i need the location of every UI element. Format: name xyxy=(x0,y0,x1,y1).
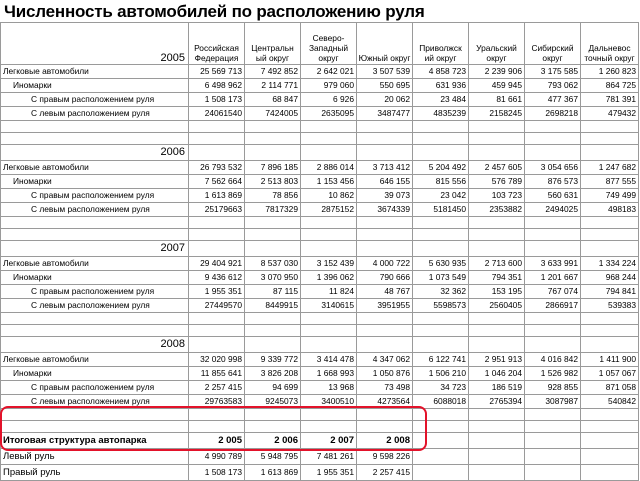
summary-year: 2 005 xyxy=(189,433,245,449)
empty-cell xyxy=(525,421,581,433)
table-row xyxy=(1,65,639,79)
value-cell: 1 057 067 xyxy=(581,367,639,381)
row-label: С правым расположением руля xyxy=(1,93,189,107)
value-cell: 8449915 xyxy=(245,299,301,313)
value-cell: 1 046 204 xyxy=(469,367,525,381)
empty-cell xyxy=(525,145,581,161)
empty-cell xyxy=(1,121,189,133)
value-cell: 78 856 xyxy=(245,189,301,203)
value-cell: 6 926 xyxy=(301,93,357,107)
row-label: Легковые автомобили xyxy=(1,65,189,79)
row-label: С правым расположением руля xyxy=(1,381,189,395)
year-row xyxy=(1,337,639,353)
value-cell: 2 239 906 xyxy=(469,65,525,79)
value-cell: 2560405 xyxy=(469,299,525,313)
table-row xyxy=(1,189,639,203)
value-cell: 1 247 682 xyxy=(581,161,639,175)
summary-value: 5 948 795 xyxy=(245,449,301,465)
value-cell: 3951955 xyxy=(357,299,413,313)
empty-cell xyxy=(357,217,413,229)
empty-cell xyxy=(469,133,525,145)
empty-cell xyxy=(357,241,413,257)
year-label: 2007 xyxy=(1,241,189,257)
spacer-row xyxy=(1,325,639,337)
empty-cell xyxy=(469,433,525,449)
value-cell: 2 457 605 xyxy=(469,161,525,175)
value-cell: 2 642 021 xyxy=(301,65,357,79)
summary-row-label: Левый руль xyxy=(1,449,189,465)
empty-cell xyxy=(189,337,245,353)
empty-cell xyxy=(301,133,357,145)
empty-cell xyxy=(469,409,525,421)
summary-value: 7 481 261 xyxy=(301,449,357,465)
row-label: С правым расположением руля xyxy=(1,189,189,203)
empty-cell xyxy=(413,449,469,465)
value-cell: 498183 xyxy=(581,203,639,217)
value-cell: 1 526 982 xyxy=(525,367,581,381)
value-cell: 23 042 xyxy=(413,189,469,203)
empty-cell xyxy=(581,145,639,161)
table-row xyxy=(1,175,639,189)
summary-value: 1 955 351 xyxy=(301,465,357,481)
empty-cell xyxy=(525,217,581,229)
value-cell: 1 334 224 xyxy=(581,257,639,271)
value-cell: 2866917 xyxy=(525,299,581,313)
empty-cell xyxy=(301,241,357,257)
table-row xyxy=(1,353,639,367)
value-cell: 6 122 741 xyxy=(413,353,469,367)
value-cell: 32 020 998 xyxy=(189,353,245,367)
value-cell: 794 841 xyxy=(581,285,639,299)
empty-cell xyxy=(189,325,245,337)
value-cell: 24061540 xyxy=(189,107,245,121)
value-cell: 3 070 950 xyxy=(245,271,301,285)
value-cell: 631 936 xyxy=(413,79,469,93)
table-row xyxy=(1,299,639,313)
row-label: Иномарки xyxy=(1,175,189,189)
row-label: С левым расположением руля xyxy=(1,299,189,313)
value-cell: 1 073 549 xyxy=(413,271,469,285)
empty-cell xyxy=(581,133,639,145)
empty-cell xyxy=(1,217,189,229)
value-cell: 479432 xyxy=(581,107,639,121)
empty-cell xyxy=(581,241,639,257)
value-cell: 2 513 803 xyxy=(245,175,301,189)
value-cell: 6 498 962 xyxy=(189,79,245,93)
empty-cell xyxy=(469,145,525,161)
row-label: Иномарки xyxy=(1,271,189,285)
value-cell: 2875152 xyxy=(301,203,357,217)
value-cell: 11 824 xyxy=(301,285,357,299)
empty-cell xyxy=(413,313,469,325)
value-cell: 10 862 xyxy=(301,189,357,203)
empty-cell xyxy=(301,121,357,133)
summary-value: 2 257 415 xyxy=(357,465,413,481)
page-title: Численность автомобилей по расположению руля xyxy=(4,2,425,21)
row-label: С правым расположением руля xyxy=(1,285,189,299)
value-cell: 2698218 xyxy=(525,107,581,121)
empty-cell xyxy=(525,133,581,145)
value-cell: 4 858 723 xyxy=(413,65,469,79)
value-cell: 73 498 xyxy=(357,381,413,395)
year-row xyxy=(1,241,639,257)
value-cell: 29 404 921 xyxy=(189,257,245,271)
column-header: Российская Федерация xyxy=(189,23,245,65)
value-cell: 767 074 xyxy=(525,285,581,299)
value-cell: 3 175 585 xyxy=(525,65,581,79)
value-cell: 794 351 xyxy=(469,271,525,285)
table-row xyxy=(1,367,639,381)
value-cell: 9 436 612 xyxy=(189,271,245,285)
summary-title: Итоговая структура автопарка xyxy=(1,433,189,449)
summary-row xyxy=(1,465,639,481)
table-row xyxy=(1,285,639,299)
value-cell: 2 114 771 xyxy=(245,79,301,93)
empty-cell xyxy=(581,433,639,449)
value-cell: 3400510 xyxy=(301,395,357,409)
empty-cell xyxy=(525,449,581,465)
empty-cell xyxy=(581,229,639,241)
column-header: Дальневос точный округ xyxy=(581,23,639,65)
value-cell: 3 633 991 xyxy=(525,257,581,271)
value-cell: 2494025 xyxy=(525,203,581,217)
value-cell: 5 630 935 xyxy=(413,257,469,271)
table-row xyxy=(1,79,639,93)
summary-highlight-box xyxy=(0,406,427,451)
empty-cell xyxy=(413,133,469,145)
value-cell: 103 723 xyxy=(469,189,525,203)
value-cell: 793 062 xyxy=(525,79,581,93)
value-cell: 646 155 xyxy=(357,175,413,189)
empty-cell xyxy=(469,421,525,433)
value-cell: 23 484 xyxy=(413,93,469,107)
value-cell: 781 391 xyxy=(581,93,639,107)
empty-cell xyxy=(525,325,581,337)
value-cell: 2158245 xyxy=(469,107,525,121)
value-cell: 20 062 xyxy=(357,93,413,107)
value-cell: 749 499 xyxy=(581,189,639,203)
value-cell: 5181450 xyxy=(413,203,469,217)
value-cell: 877 555 xyxy=(581,175,639,189)
empty-cell xyxy=(1,229,189,241)
summary-value: 4 990 789 xyxy=(189,449,245,465)
value-cell: 2 886 014 xyxy=(301,161,357,175)
empty-cell xyxy=(581,325,639,337)
empty-cell xyxy=(301,229,357,241)
row-label: С левым расположением руля xyxy=(1,107,189,121)
value-cell: 68 847 xyxy=(245,93,301,107)
column-header: Южный округ xyxy=(357,23,413,65)
value-cell: 864 725 xyxy=(581,79,639,93)
summary-value: 9 598 226 xyxy=(357,449,413,465)
empty-cell xyxy=(1,133,189,145)
empty-cell xyxy=(469,465,525,481)
value-cell: 7 492 852 xyxy=(245,65,301,79)
empty-cell xyxy=(245,145,301,161)
empty-cell xyxy=(189,121,245,133)
value-cell: 7 562 664 xyxy=(189,175,245,189)
year-label: 2008 xyxy=(1,337,189,353)
value-cell: 1 260 823 xyxy=(581,65,639,79)
value-cell: 2 713 600 xyxy=(469,257,525,271)
empty-cell xyxy=(245,313,301,325)
value-cell: 8 537 030 xyxy=(245,257,301,271)
empty-cell xyxy=(357,133,413,145)
empty-cell xyxy=(413,145,469,161)
empty-cell xyxy=(357,229,413,241)
value-cell: 39 073 xyxy=(357,189,413,203)
empty-cell xyxy=(581,337,639,353)
summary-year: 2 008 xyxy=(357,433,413,449)
value-cell: 576 789 xyxy=(469,175,525,189)
value-cell: 790 666 xyxy=(357,271,413,285)
row-label: Иномарки xyxy=(1,367,189,381)
empty-cell xyxy=(469,313,525,325)
empty-cell xyxy=(189,229,245,241)
empty-cell xyxy=(525,337,581,353)
summary-value: 1 613 869 xyxy=(245,465,301,481)
header-row xyxy=(1,23,639,65)
empty-cell xyxy=(301,145,357,161)
value-cell: 2 257 415 xyxy=(189,381,245,395)
value-cell: 1 201 667 xyxy=(525,271,581,285)
value-cell: 3 713 412 xyxy=(357,161,413,175)
row-label: С левым расположением руля xyxy=(1,203,189,217)
value-cell: 7 896 185 xyxy=(245,161,301,175)
value-cell: 3 152 439 xyxy=(301,257,357,271)
value-cell: 4835239 xyxy=(413,107,469,121)
value-cell: 4273564 xyxy=(357,395,413,409)
value-cell: 3140615 xyxy=(301,299,357,313)
summary-value: 1 508 173 xyxy=(189,465,245,481)
value-cell: 81 661 xyxy=(469,93,525,107)
empty-cell xyxy=(581,313,639,325)
year-label: 2006 xyxy=(1,145,189,161)
value-cell: 25179663 xyxy=(189,203,245,217)
empty-cell xyxy=(525,229,581,241)
empty-cell xyxy=(357,313,413,325)
empty-cell xyxy=(189,217,245,229)
empty-cell xyxy=(245,133,301,145)
empty-cell xyxy=(469,241,525,257)
value-cell: 968 244 xyxy=(581,271,639,285)
empty-cell xyxy=(525,433,581,449)
value-cell: 540842 xyxy=(581,395,639,409)
row-label: Легковые автомобили xyxy=(1,257,189,271)
empty-cell xyxy=(413,229,469,241)
value-cell: 153 195 xyxy=(469,285,525,299)
value-cell: 9245073 xyxy=(245,395,301,409)
value-cell: 4 016 842 xyxy=(525,353,581,367)
empty-cell xyxy=(581,421,639,433)
empty-cell xyxy=(301,313,357,325)
value-cell: 25 569 713 xyxy=(189,65,245,79)
spacer-row xyxy=(1,217,639,229)
year-row xyxy=(1,145,639,161)
empty-cell xyxy=(357,325,413,337)
empty-cell xyxy=(413,241,469,257)
value-cell: 186 519 xyxy=(469,381,525,395)
value-cell: 876 573 xyxy=(525,175,581,189)
column-header: Уральский округ xyxy=(469,23,525,65)
year-label: 2005 xyxy=(1,23,189,65)
empty-cell xyxy=(189,241,245,257)
empty-cell xyxy=(469,229,525,241)
value-cell: 13 968 xyxy=(301,381,357,395)
value-cell: 979 060 xyxy=(301,79,357,93)
empty-cell xyxy=(525,313,581,325)
table-row xyxy=(1,93,639,107)
value-cell: 7424005 xyxy=(245,107,301,121)
value-cell: 1 506 210 xyxy=(413,367,469,381)
empty-cell xyxy=(581,449,639,465)
empty-cell xyxy=(469,121,525,133)
empty-cell xyxy=(189,145,245,161)
value-cell: 4 000 722 xyxy=(357,257,413,271)
value-cell: 94 699 xyxy=(245,381,301,395)
value-cell: 11 855 641 xyxy=(189,367,245,381)
value-cell: 3 507 539 xyxy=(357,65,413,79)
value-cell: 2635095 xyxy=(301,107,357,121)
value-cell: 3 054 656 xyxy=(525,161,581,175)
table-row xyxy=(1,271,639,285)
empty-cell xyxy=(357,121,413,133)
empty-cell xyxy=(413,337,469,353)
empty-cell xyxy=(525,409,581,421)
value-cell: 3087987 xyxy=(525,395,581,409)
empty-cell xyxy=(581,409,639,421)
value-cell: 3487477 xyxy=(357,107,413,121)
table-row xyxy=(1,203,639,217)
column-header: Центральн ый округ xyxy=(245,23,301,65)
empty-cell xyxy=(581,121,639,133)
row-label: С левым расположением руля xyxy=(1,395,189,409)
value-cell: 560 631 xyxy=(525,189,581,203)
spacer-row xyxy=(1,229,639,241)
value-cell: 87 115 xyxy=(245,285,301,299)
spacer-row xyxy=(1,121,639,133)
empty-cell xyxy=(413,121,469,133)
empty-cell xyxy=(413,217,469,229)
column-header: Сибирский округ xyxy=(525,23,581,65)
empty-cell xyxy=(245,337,301,353)
empty-cell xyxy=(525,121,581,133)
value-cell: 1 668 993 xyxy=(301,367,357,381)
empty-cell xyxy=(469,217,525,229)
value-cell: 2765394 xyxy=(469,395,525,409)
row-label: Иномарки xyxy=(1,79,189,93)
spacer-row xyxy=(1,313,639,325)
value-cell: 27449570 xyxy=(189,299,245,313)
summary-year: 2 006 xyxy=(245,433,301,449)
empty-cell xyxy=(357,337,413,353)
value-cell: 9 339 772 xyxy=(245,353,301,367)
value-cell: 26 793 532 xyxy=(189,161,245,175)
value-cell: 1 050 876 xyxy=(357,367,413,381)
value-cell: 2 951 913 xyxy=(469,353,525,367)
empty-cell xyxy=(1,313,189,325)
value-cell: 1 508 173 xyxy=(189,93,245,107)
value-cell: 2353882 xyxy=(469,203,525,217)
empty-cell xyxy=(301,217,357,229)
empty-cell xyxy=(581,217,639,229)
value-cell: 32 362 xyxy=(413,285,469,299)
empty-cell xyxy=(301,325,357,337)
empty-cell xyxy=(245,325,301,337)
value-cell: 5598573 xyxy=(413,299,469,313)
empty-cell xyxy=(525,465,581,481)
value-cell: 1 955 351 xyxy=(189,285,245,299)
empty-cell xyxy=(245,241,301,257)
summary-row-label: Правый руль xyxy=(1,465,189,481)
value-cell: 3 826 208 xyxy=(245,367,301,381)
value-cell: 6088018 xyxy=(413,395,469,409)
value-cell: 5 204 492 xyxy=(413,161,469,175)
column-header: Северо-Западный округ xyxy=(301,23,357,65)
empty-cell xyxy=(245,217,301,229)
value-cell: 48 767 xyxy=(357,285,413,299)
table-row xyxy=(1,381,639,395)
column-header: Приволжск ий округ xyxy=(413,23,469,65)
empty-cell xyxy=(413,325,469,337)
table-row xyxy=(1,161,639,175)
value-cell: 928 855 xyxy=(525,381,581,395)
value-cell: 871 058 xyxy=(581,381,639,395)
value-cell: 34 723 xyxy=(413,381,469,395)
empty-cell xyxy=(245,121,301,133)
value-cell: 1 396 062 xyxy=(301,271,357,285)
table-row xyxy=(1,257,639,271)
empty-cell xyxy=(525,241,581,257)
empty-cell xyxy=(469,449,525,465)
empty-cell xyxy=(469,325,525,337)
empty-cell xyxy=(357,145,413,161)
value-cell: 7817329 xyxy=(245,203,301,217)
empty-cell xyxy=(581,465,639,481)
value-cell: 539383 xyxy=(581,299,639,313)
value-cell: 459 945 xyxy=(469,79,525,93)
value-cell: 815 556 xyxy=(413,175,469,189)
summary-year: 2 007 xyxy=(301,433,357,449)
table-row xyxy=(1,107,639,121)
empty-cell xyxy=(189,133,245,145)
empty-cell xyxy=(1,325,189,337)
value-cell: 1 153 456 xyxy=(301,175,357,189)
value-cell: 477 367 xyxy=(525,93,581,107)
empty-cell xyxy=(413,465,469,481)
empty-cell xyxy=(189,313,245,325)
empty-cell xyxy=(245,229,301,241)
empty-cell xyxy=(469,337,525,353)
value-cell: 3 414 478 xyxy=(301,353,357,367)
value-cell: 29763583 xyxy=(189,395,245,409)
value-cell: 1 411 900 xyxy=(581,353,639,367)
value-cell: 4 347 062 xyxy=(357,353,413,367)
value-cell: 1 613 869 xyxy=(189,189,245,203)
row-label: Легковые автомобили xyxy=(1,353,189,367)
empty-cell xyxy=(301,337,357,353)
row-label: Легковые автомобили xyxy=(1,161,189,175)
value-cell: 3674339 xyxy=(357,203,413,217)
spacer-row xyxy=(1,133,639,145)
value-cell: 550 695 xyxy=(357,79,413,93)
